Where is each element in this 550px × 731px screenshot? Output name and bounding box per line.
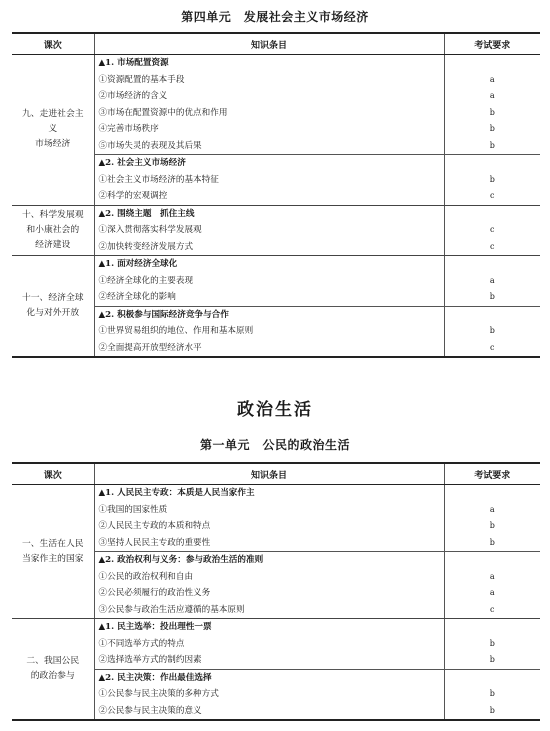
lesson-name <box>12 55 94 206</box>
requirement-level: b <box>489 705 495 715</box>
requirement-levels <box>444 205 540 256</box>
requirement-level: b <box>489 107 495 117</box>
knowledge-item: ③市场在配置资源中的优点和作用 <box>98 107 228 118</box>
knowledge-item: ①公民参与民主决策的多种方式 <box>98 689 219 699</box>
lesson-name-line: 当家作主的国家 <box>21 553 84 564</box>
requirement-level: a <box>489 588 495 597</box>
requirement-level: c <box>490 225 495 234</box>
lesson-row <box>12 485 540 619</box>
knowledge-item: ①社会主义市场经济的基本特征 <box>98 174 219 185</box>
knowledge-item: ①我国的国家性质 <box>98 504 168 515</box>
requirement-level: c <box>490 342 495 352</box>
knowledge-item: ②公民参与民主决策的意义 <box>98 705 202 716</box>
lesson-row <box>12 205 540 256</box>
requirement-level <box>445 485 541 502</box>
knowledge-topic: ▲1. 人民民主专政：本质是人民当家作主 <box>98 488 255 498</box>
lesson-name-line: 市场经济 <box>35 139 71 150</box>
unit1-table-body <box>12 485 540 721</box>
lesson-name-line: 二、我国公民 <box>26 656 80 666</box>
header-requirement: 考试要求 <box>444 33 540 55</box>
knowledge-topic: ▲1. 市场配置资源 <box>98 58 169 68</box>
requirement-level: c <box>490 604 495 614</box>
requirement-level: b <box>489 655 495 664</box>
lesson-row <box>12 256 540 358</box>
lesson-row <box>12 619 540 721</box>
knowledge-item: ②公民必须履行的政治性义务 <box>98 588 211 598</box>
requirement-level: b <box>489 124 495 133</box>
knowledge-item: ①资源配置的基本手段 <box>98 74 185 85</box>
lesson-name-line: 化与对外开放 <box>26 308 80 318</box>
knowledge-item: ①公民的政治权利和自由 <box>98 571 194 582</box>
knowledge-item: ①不同选举方式的特点 <box>98 638 185 649</box>
requirement-level: a <box>489 504 495 514</box>
requirement-level: b <box>489 326 495 335</box>
section-title: 政治生活 <box>237 400 313 420</box>
requirement-levels <box>444 55 540 206</box>
knowledge-item: ②市场经济的含义 <box>98 91 168 101</box>
lesson-name-line: 经济建设 <box>35 239 71 250</box>
lesson-name-line: 一、生活在人民 <box>21 538 84 549</box>
knowledge-topic: ▲2. 社会主义市场经济 <box>95 154 444 172</box>
knowledge-item: ②科学的宏观调控 <box>98 191 168 201</box>
knowledge-item: ②经济全球化的影响 <box>98 292 176 302</box>
knowledge-topic: ▲1. 面对经济全球化 <box>98 259 178 269</box>
requirement-level <box>445 256 541 273</box>
knowledge-items <box>94 55 444 206</box>
knowledge-items <box>94 256 444 358</box>
knowledge-items <box>94 205 444 256</box>
unit4-table-body <box>12 55 540 358</box>
requirement-level: a <box>489 275 495 285</box>
knowledge-item: ②选择选举方式的制约因素 <box>98 655 202 665</box>
requirement-level <box>445 669 541 687</box>
knowledge-topic: ▲2. 积极参与国际经济竞争与合作 <box>95 306 444 324</box>
knowledge-topic: ▲2. 政治权利与义务：参与政治生活的准则 <box>95 551 444 569</box>
requirement-level: b <box>489 140 495 150</box>
unit1-syllabus-table <box>12 462 540 721</box>
requirement-levels <box>444 485 540 619</box>
requirement-level <box>445 55 541 72</box>
requirement-level: b <box>489 174 495 184</box>
knowledge-item: ③坚持人民民主专政的重要性 <box>98 537 211 548</box>
lesson-name <box>12 619 94 721</box>
lesson-name-line: 十一、经济全球 <box>21 293 84 303</box>
knowledge-item: ②加快转变经济发展方式 <box>98 241 194 252</box>
requirement-levels <box>444 256 540 358</box>
lesson-name <box>12 205 94 256</box>
requirement-level: a <box>489 571 495 581</box>
requirement-level: c <box>490 191 495 200</box>
requirement-level <box>445 306 541 324</box>
requirement-level: b <box>489 521 495 530</box>
header-knowledge: 知识条目 <box>94 33 444 55</box>
header-requirement: 考试要求 <box>444 463 540 485</box>
requirement-level <box>445 206 541 223</box>
knowledge-item: ⑤市场失灵的表现及其后果 <box>98 140 202 151</box>
requirement-level: a <box>489 74 495 84</box>
lesson-name-line: 九、走进社会主义 <box>21 109 84 135</box>
knowledge-item: ①世界贸易组织的地位、作用和基本原则 <box>98 326 254 336</box>
requirement-level <box>445 551 541 569</box>
knowledge-item: ①深入贯彻落实科学发展观 <box>98 225 202 235</box>
unit4-syllabus-table <box>12 32 540 358</box>
requirement-level: b <box>489 638 495 648</box>
requirement-levels <box>444 619 540 721</box>
table-header-row <box>12 463 540 485</box>
requirement-level: b <box>489 537 495 547</box>
header-lesson: 课次 <box>12 33 94 55</box>
knowledge-item: ①经济全球化的主要表现 <box>98 275 194 286</box>
requirement-level: b <box>489 292 495 301</box>
unit4-title: 第四单元 发展社会主义市场经济 <box>181 10 369 24</box>
table-header-row <box>12 33 540 55</box>
knowledge-item: ②人民民主专政的本质和特点 <box>98 521 211 531</box>
lesson-name <box>12 256 94 358</box>
lesson-name-line: 十、科学发展观 <box>21 209 84 220</box>
knowledge-item: ③公民参与政治生活应遵循的基本原则 <box>98 604 245 615</box>
requirement-level: b <box>489 689 495 698</box>
lesson-row <box>12 55 540 206</box>
knowledge-topic: ▲1. 民主选举：投出理性一票 <box>98 622 212 632</box>
requirement-level <box>445 154 541 172</box>
header-lesson: 课次 <box>12 463 94 485</box>
knowledge-items <box>94 619 444 721</box>
lesson-name <box>12 485 94 619</box>
unit1-title: 第一单元 公民的政治生活 <box>199 438 350 452</box>
header-knowledge: 知识条目 <box>94 463 444 485</box>
knowledge-topic: ▲2. 民主决策：作出最佳选择 <box>95 669 444 687</box>
knowledge-topic: ▲2. 围绕主题 抓住主线 <box>98 208 195 219</box>
knowledge-items <box>94 485 444 619</box>
lesson-name-line: 和小康社会的 <box>26 224 80 235</box>
knowledge-item: ②全面提高开放型经济水平 <box>98 342 202 353</box>
requirement-level: a <box>489 91 495 100</box>
requirement-level <box>445 619 541 636</box>
requirement-level: c <box>490 241 495 251</box>
lesson-name-line: 的政治参与 <box>30 671 75 681</box>
knowledge-item: ④完善市场秩序 <box>98 124 159 134</box>
